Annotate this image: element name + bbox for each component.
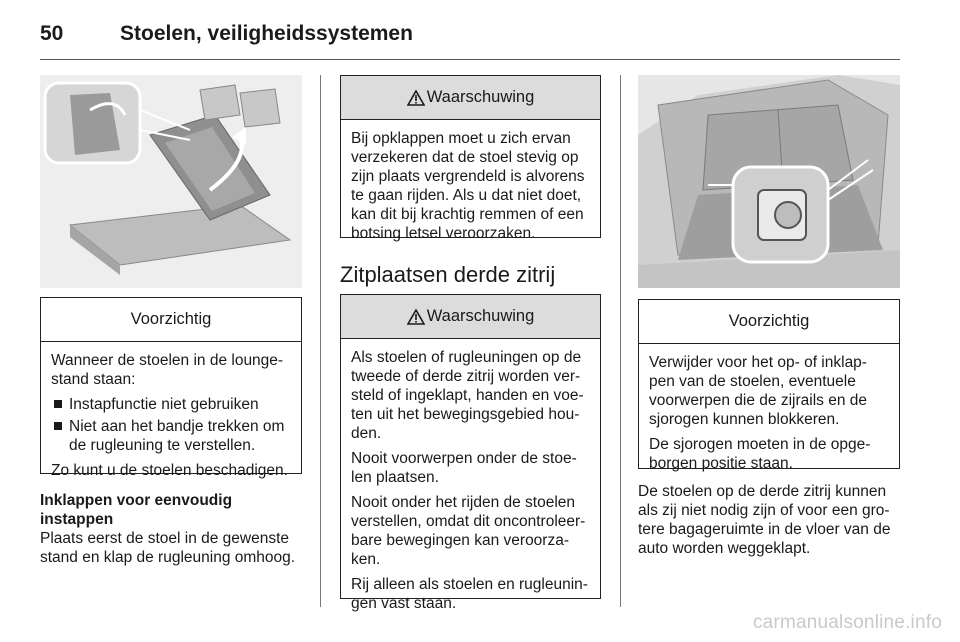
- seat-fold-illustration-icon: [40, 75, 302, 288]
- warning-triangle-icon: [407, 309, 425, 325]
- warning-box-header: [341, 76, 600, 120]
- header-rule: [40, 59, 900, 60]
- chapter-title: Stoelen, veiligheidssystemen: [120, 22, 413, 45]
- left-body-text: [40, 491, 305, 567]
- warning-box-2: [340, 294, 601, 612]
- warning-paragraph: Rij alleen als stoelen en rugleunin-gen vast staan.: [351, 576, 588, 612]
- warning-box-1: [340, 75, 601, 242]
- caution-box-title: Voorzichtig: [41, 298, 301, 342]
- column-divider: [620, 75, 621, 607]
- warning-box-title: Waarschuwing: [426, 88, 535, 106]
- warning-paragraph: Nooit onder het rijden de stoelen verstellen, omdat dit oncontroleer-bare bewegingen kan veroorza-ken.: [351, 494, 586, 568]
- warning-text: Bij opklappen moet u zich ervan verzekeren dat de stoel stevig op zijn plaats vergrendeld is alvorens te gaan rijden. Als u dat niet doet, kan dit bij krachtig remmen of een botsing letsel veroorzaken.: [351, 130, 585, 242]
- caution-paragraph: De sjorogen moeten in de opge-borgen positie staan.: [649, 436, 871, 472]
- warning-box-title: Waarschuwing: [426, 307, 535, 325]
- caution-box-left: [40, 297, 302, 479]
- caution-box-title: Voorzichtig: [639, 300, 899, 344]
- warning-paragraph: Nooit voorwerpen onder de stoe-len plaatsen.: [351, 450, 577, 486]
- paragraph: Plaats eerst de stoel in de gewenste stand en klap de rugleuning omhoog.: [40, 530, 296, 566]
- caution-intro: Wanneer de stoelen in de lounge-stand staan:: [51, 352, 284, 388]
- right-body-text: [638, 482, 900, 558]
- list-item: Niet aan het bandje trekken om de rugleuning te verstellen.: [51, 417, 293, 455]
- page-header: [40, 14, 413, 54]
- warning-paragraph: Als stoelen of rugleuningen op de tweede of derde zitrij worden ver-steld of ingeklapt, handen en voe-ten uit het bewegingsgebied hou-den.: [351, 349, 584, 442]
- warning-box-header: [341, 295, 600, 339]
- caution-bullet-list: [51, 395, 293, 455]
- caution-outro: Zo kunt u de stoelen beschadigen.: [51, 462, 288, 479]
- page-number: 50: [40, 22, 64, 45]
- section-heading: Zitplaatsen derde zitrij: [340, 262, 556, 287]
- list-item: Instapfunctie niet gebruiken: [51, 395, 293, 414]
- cargo-tie-down-illustration-icon: [638, 75, 900, 288]
- subheading: Inklappen voor eenvoudig instappen: [40, 492, 233, 528]
- caution-paragraph: Verwijder voor het op- of inklap-pen van de stoelen, eventuele voorwerpen die de zijrails en de sjorogen kunnen blokkeren.: [649, 354, 867, 428]
- caution-box-right: [638, 299, 900, 472]
- warning-triangle-icon: [407, 90, 425, 106]
- watermark: carmanualsonline.info: [752, 612, 942, 633]
- column-divider: [320, 75, 321, 607]
- paragraph: De stoelen op de derde zitrij kunnen als zij niet nodig zijn of voor een gro-tere bagageruimte in de vloer van de auto worden weggeklapt.: [638, 483, 891, 557]
